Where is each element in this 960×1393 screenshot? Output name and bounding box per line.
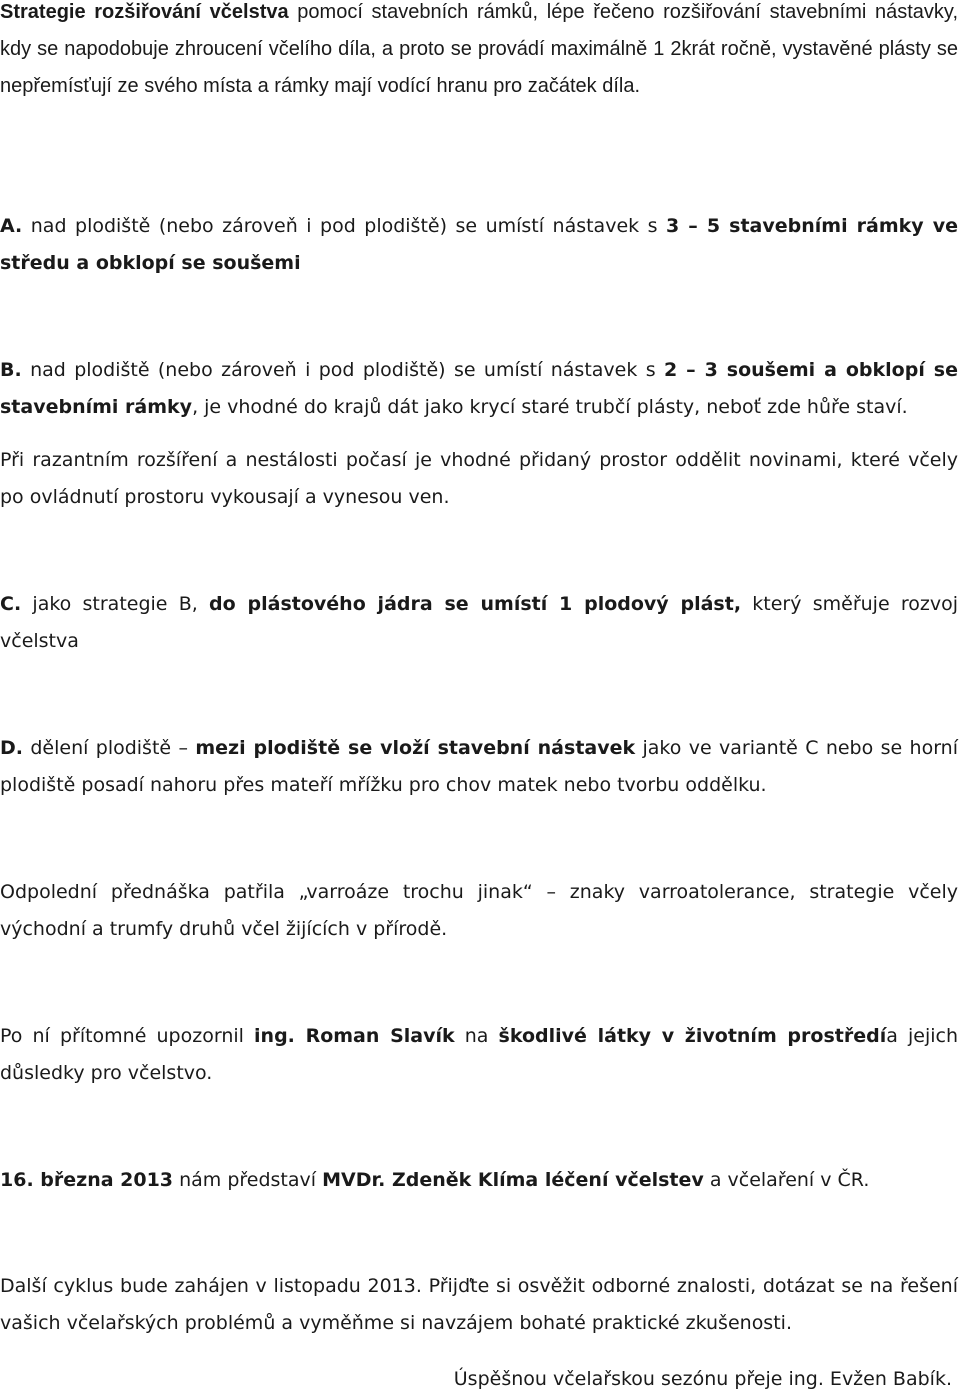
paragraph-afternoon-lecture bbox=[0, 874, 958, 948]
paragraph-next-cycle bbox=[0, 1268, 958, 1342]
next-cycle-text: Další cyklus bude zahájen v listopadu 2013. Přijďte si osvěžit odborné znalosti, dotázat se na řešení vašich včelařských problémů a vyměňme si navzájem bohaté praktické zkušenosti. bbox=[0, 1275, 958, 1334]
rapid-expansion-text: Při razantním rozšíření a nestálosti počasí je vhodné přidaný prostor oddělit novinami, které včely po ovládnutí prostoru vykousají a vynesou ven. bbox=[0, 449, 958, 508]
slavik-text-2: na bbox=[454, 1025, 499, 1047]
strategy-intro-text: pomocí stavebních rámků, lépe řečeno rozšiřování stavebními nástavky, kdy se napodobuje zhroucení včelího díla, a proto se provádí maximálně 1 2krát ročně, vystavěné plásty se nepřemísťují ze svého místa a rámky mají vodící hranu pro začátek díla. bbox=[0, 1, 958, 97]
variant-b-text-end: , je vhodné do krajů dát jako krycí staré trubčí plásty, neboť zde hůře staví. bbox=[192, 396, 908, 418]
variant-a-bold: 3 – 5 stavebními rámky ve středu a obklopí se soušemi bbox=[0, 215, 958, 274]
paragraph-speaker-slavik bbox=[0, 1018, 958, 1092]
signature-line: Úspěšnou včelařskou sezónu přeje ing. Evžen Babík. bbox=[453, 1368, 952, 1390]
variant-d-label: D. bbox=[0, 737, 23, 759]
afternoon-lecture-text: Odpolední přednáška patřila „varroáze trochu jinak“ – znaky varroatolerance, strategie včely východní a trumfy druhů včel žijících v přírodě. bbox=[0, 881, 958, 940]
variant-a-text: nad plodiště (nebo zároveň i pod plodiště) se umístí nástavek s bbox=[22, 215, 667, 237]
march-text-1: nám představí bbox=[173, 1169, 323, 1191]
paragraph-variant-b bbox=[0, 352, 958, 426]
variant-a-label: A. bbox=[0, 215, 23, 237]
slavik-text-3: a jejich důsledky pro včelstvo. bbox=[0, 1025, 958, 1084]
variant-b-text: nad plodiště (nebo zároveň i pod plodiště) se umístí nástavek s bbox=[21, 359, 664, 381]
slavik-name: ing. Roman Slavík bbox=[254, 1025, 455, 1047]
variant-c-text: jako strategie B, bbox=[21, 593, 210, 615]
slavik-topic: škodlivé látky v životním prostředí bbox=[498, 1025, 887, 1047]
paragraph-rapid-expansion bbox=[0, 442, 958, 516]
variant-c-text-end: který směřuje rozvoj včelstva bbox=[0, 593, 959, 652]
variant-d-text: dělení plodiště – bbox=[23, 737, 196, 759]
paragraph-strategy-intro bbox=[0, 0, 958, 105]
variant-b-bold: 2 – 3 soušemi a obklopí se stavebními rámky bbox=[0, 359, 958, 418]
slavik-text-1: Po ní přítomné upozornil bbox=[0, 1025, 255, 1047]
variant-c-label: C. bbox=[0, 593, 22, 615]
variant-c-bold: do plástového jádra se umístí 1 plodový plást, bbox=[209, 593, 742, 615]
variant-d-bold: mezi plodiště se vloží stavební nástavek bbox=[195, 737, 636, 759]
variant-d-text-end: jako ve variantě C nebo se horní plodiště posadí nahoru přes mateří mřížku pro chov matek nebo tvorbu oddělku. bbox=[0, 737, 959, 796]
strategy-heading: Strategie rozšiřování včelstva bbox=[0, 1, 289, 23]
paragraph-march-event bbox=[0, 1162, 958, 1199]
march-speaker-topic: MVDr. Zdeněk Klíma léčení včelstev bbox=[322, 1169, 704, 1191]
paragraph-variant-c bbox=[0, 586, 958, 660]
paragraph-variant-a bbox=[0, 208, 958, 282]
paragraph-variant-d bbox=[0, 730, 958, 804]
march-date: 16. března 2013 bbox=[0, 1169, 174, 1191]
march-text-2: a včelaření v ČR. bbox=[703, 1169, 870, 1191]
variant-b-label: B. bbox=[0, 359, 22, 381]
